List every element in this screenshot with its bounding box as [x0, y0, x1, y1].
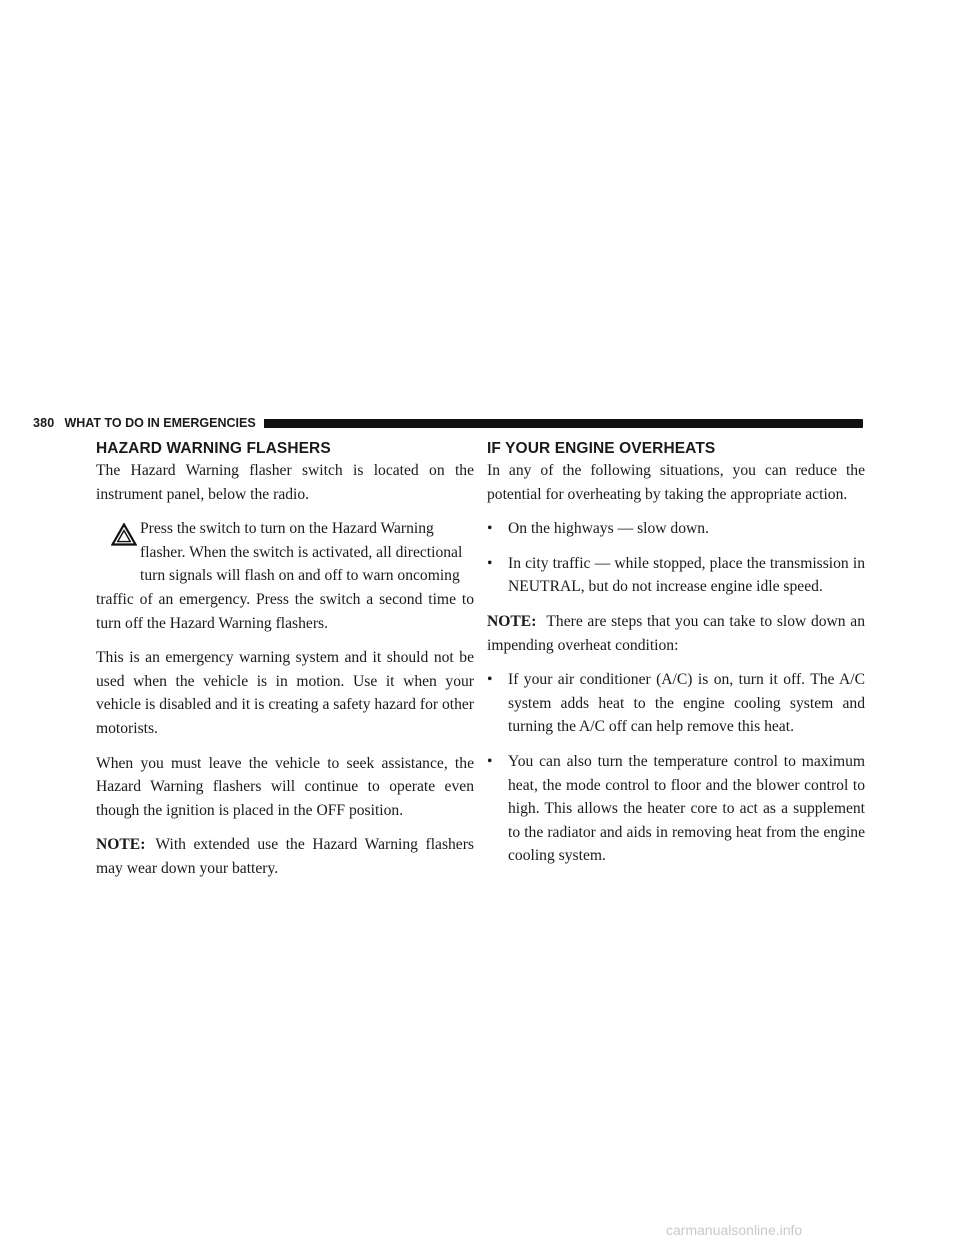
warning-rest: traffic of an emergency. Press the switch a second time to turn off the Hazard Warning flashers.: [96, 590, 474, 632]
overheat-note: [487, 610, 865, 657]
bullet: •: [487, 554, 493, 572]
bullet: •: [487, 671, 493, 689]
page-number: 380: [33, 416, 55, 430]
bullet: •: [487, 520, 493, 538]
hazard-leave-vehicle-paragraph: When you must leave the vehicle to seek assistance, the Hazard Warning flashers will continue to operate even though the ignition is placed in the OFF position.: [96, 754, 474, 819]
left-column: [96, 440, 474, 892]
note-text: With extended use the Hazard Warning flashers may wear down your battery.: [96, 836, 474, 877]
bullet: •: [487, 752, 493, 770]
hazard-intro: The Hazard Warning flasher switch is located on the instrument panel, below the radio.: [96, 462, 474, 503]
overheat-intro: In any of the following situations, you can reduce the potential for overheating by taking the appropriate action.: [487, 462, 865, 503]
list-item: [487, 517, 865, 541]
list-item-text: In city traffic — while stopped, place the transmission in NEUTRAL, but do not increase engine idle speed.: [508, 554, 865, 596]
overheat-heading: IF YOUR ENGINE OVERHEATS: [487, 440, 716, 457]
warning-triangle-icon: [111, 523, 137, 546]
header-rule: [264, 419, 863, 428]
watermark: carmanualsonline.info: [666, 1222, 803, 1238]
note-label: NOTE:: [487, 612, 537, 630]
hazard-usage-paragraph: This is an emergency warning system and it should not be used when the vehicle is in motion. Use it when your vehicle is disabled and it is creating a safety hazard for other motorists.: [96, 649, 474, 737]
note-label: NOTE:: [96, 836, 146, 854]
warning-line-3: turn signals will flash on and off to warn oncoming: [140, 567, 460, 585]
hazard-warning-paragraph: [96, 517, 474, 635]
list-item: [487, 552, 865, 599]
list-item-text: If your air conditioner (A/C) is on, turn it off. The A/C system adds heat to the engine cooling system and turning the A/C off can help remove this heat.: [508, 671, 865, 736]
note-text: There are steps that you can take to slow down an impending overheat condition:: [487, 612, 865, 654]
list-item-text: On the highways — slow down.: [508, 520, 709, 538]
list-item-text: You can also turn the temperature control to maximum heat, the mode control to floor and the blower control to high. This allows the heater core to act as a supplement to the radiator and aids in removing heat from the engine cooling system.: [508, 752, 865, 865]
right-column: [487, 440, 865, 879]
hazard-heading: HAZARD WARNING FLASHERS: [96, 440, 331, 457]
hazard-note: [96, 833, 474, 880]
section-title: WHAT TO DO IN EMERGENCIES: [64, 416, 256, 430]
overheat-situations-list: [487, 517, 865, 599]
page-header: [33, 414, 863, 432]
warning-line-1: Press the switch to turn on the Hazard Warning: [140, 520, 434, 538]
list-item: [487, 668, 865, 739]
overheat-steps-list: [487, 668, 865, 868]
warning-line-2: flasher. When the switch is activated, all directional: [140, 543, 463, 561]
list-item: [487, 750, 865, 868]
